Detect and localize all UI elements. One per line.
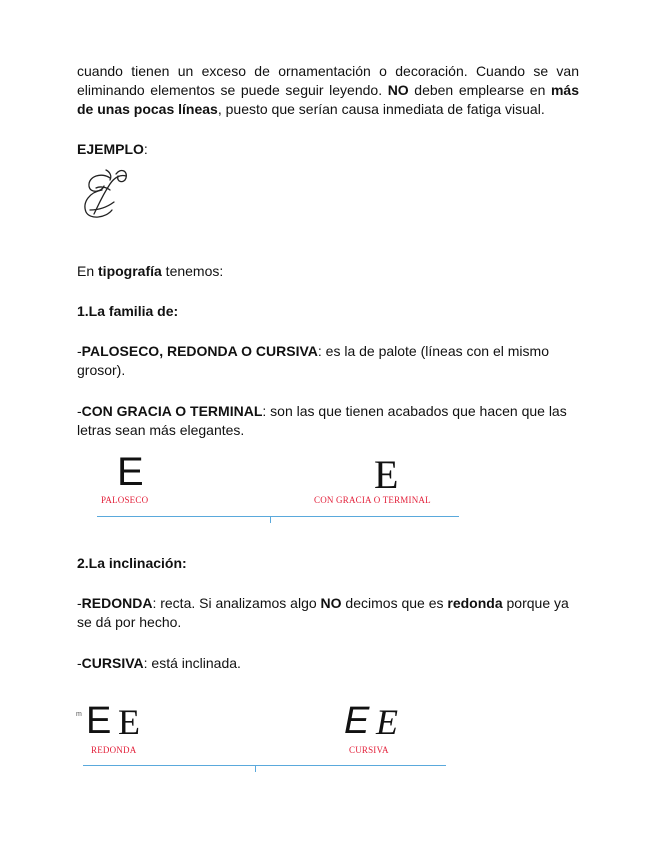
redonda-label: REDONDA [91, 745, 137, 755]
dash: - [77, 403, 82, 419]
cursiva-label: CURSIVA [349, 745, 389, 755]
small-mark: m [76, 711, 82, 718]
ornamental-e-icon [80, 166, 134, 222]
item-cursiva [77, 654, 579, 673]
bold-run: CON GRACIA O TERMINAL [81, 403, 263, 419]
text-run: , puesto que serían causa inmediata de fatiga visual. [217, 101, 545, 117]
bold-run: NO [320, 595, 342, 611]
example-label [77, 140, 579, 159]
figure-baseline-rule [83, 765, 446, 766]
example-heading: EJEMPLO [77, 141, 144, 157]
typography-intro [77, 262, 579, 281]
text-run: : [143, 141, 148, 157]
serif-letter: E [374, 452, 399, 497]
bold-run: PALOSECO, REDONDA O CURSIVA [81, 343, 318, 359]
text-run: : recta. Si analizamos algo [152, 595, 321, 611]
bold-run: redonda [447, 595, 503, 611]
sans-letter: E [117, 450, 144, 494]
bold-run: CURSIVA [81, 655, 144, 671]
text-run: porque ya se dá por hecho. [77, 595, 569, 630]
heading-text: 1.La familia de: [77, 303, 179, 319]
heading-text: 2.La inclinación: [77, 555, 187, 571]
dash: - [77, 595, 82, 611]
section-heading-inclinacion [77, 554, 579, 573]
bold-run: tipografía [98, 263, 162, 279]
text-run: decimos que es [341, 595, 448, 611]
text-run: En [77, 263, 99, 279]
con-gracia-label: CON GRACIA O TERMINAL [314, 495, 431, 505]
paloseco-label: PALOSECO [101, 495, 149, 505]
text-run: : es la de palote (líneas con el mismo grosor). [77, 343, 549, 378]
serif-italic-letter: E [376, 702, 398, 742]
section-heading-familia [77, 302, 579, 321]
text-run: : está inclinada. [143, 655, 241, 671]
paragraph-legibility [77, 62, 579, 119]
item-paloseco [77, 342, 579, 380]
dash: - [77, 343, 82, 359]
bold-run: NO [387, 82, 409, 98]
text-run: : son las que tienen acabados que hacen que las letras sean más elegantes. [77, 403, 567, 438]
dash: - [77, 655, 82, 671]
figure-tick [255, 765, 256, 772]
text-run: cuando tienen un exceso de ornamentación o decoración. Cuando se van eliminando elementos se puede seguir leyendo. [77, 63, 579, 98]
figure-tick [270, 516, 271, 523]
item-con-gracia [77, 402, 579, 440]
ornamental-e-image [80, 166, 134, 222]
figure-baseline-rule [97, 516, 459, 517]
bold-run: más de unas pocas líneas [77, 82, 579, 117]
sans-upright-letter: E [86, 700, 112, 742]
bold-run: REDONDA [81, 595, 153, 611]
item-redonda [77, 594, 579, 632]
text-run: tenemos: [161, 263, 224, 279]
sans-italic-letter: E [344, 700, 370, 742]
serif-upright-letter: E [118, 702, 140, 742]
text-run: deben emplearse en [408, 82, 551, 98]
